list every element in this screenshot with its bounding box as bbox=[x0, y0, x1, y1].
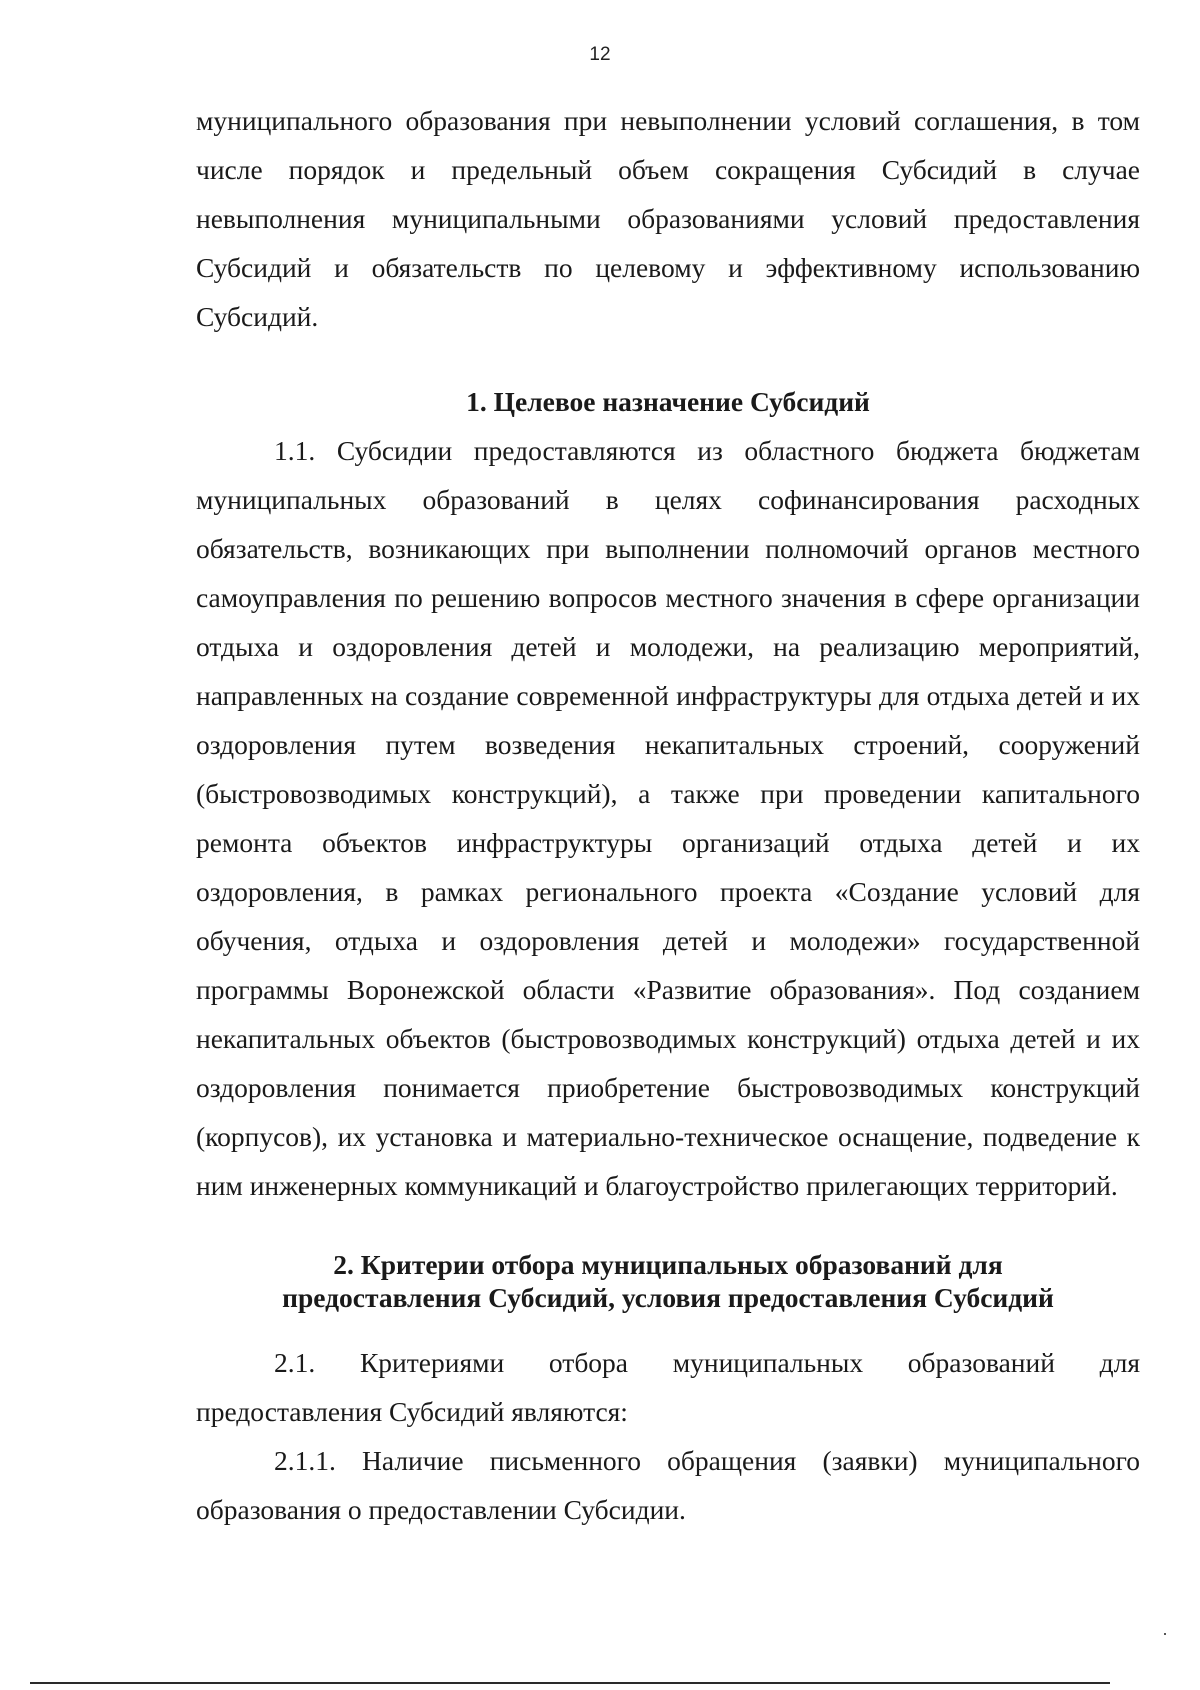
document-body bbox=[196, 96, 1140, 1534]
section-2-heading bbox=[196, 1248, 1140, 1314]
scan-speck bbox=[1164, 1633, 1166, 1635]
paragraph-2-1: 2.1. Критериями отбора муниципальных образований для предоставления Субсидий являются: bbox=[196, 1347, 1140, 1427]
section-2-heading-line-1: 2. Критерии отбора муниципальных образований для bbox=[333, 1249, 1003, 1280]
paragraph-intro-continuation: муниципального образования при невыполнении условий соглашения, в том числе порядок и предельный объем сокращения Субсидий в случае невыполнения муниципальными образованиями условий предоставления Субсидий и обязательств по целевому и эффективному использованию Субсидий. bbox=[196, 105, 1140, 332]
page-bottom-edge bbox=[30, 1682, 1110, 1684]
paragraph-1-1: 1.1. Субсидии предоставляются из областного бюджета бюджетам муниципальных образований в целях софинансирования расходных обязательств, возникающих при выполнении полномочий органов местного самоуправления по решению вопросов местного значения в сфере организации отдыха и оздоровления детей и молодежи, на реализацию мероприятий, направленных на создание современной инфраструктуры для отдыха детей и их оздоровления путем возведения некапитальных строений, сооружений (быстровозводимых конструкций), а также при проведении капитального ремонта объектов инфраструктуры организаций отдыха детей и их оздоровления, в рамках регионального проекта «Создание условий для обучения, отдыха и оздоровления детей и молодежи» государственной программы Воронежской области «Развитие образования». Под созданием некапитальных объектов (быстровозводимых конструкций) отдыха детей и их оздоровления понимается приобретение быстровозводимых конструкций (корпусов), их установка и материально-техническое оснащение, подведение к ним инженерных коммуникаций и благоустройство прилегающих территорий. bbox=[196, 435, 1140, 1201]
section-2-heading-line-2: предоставления Субсидий, условия предоставления Субсидий bbox=[282, 1282, 1054, 1313]
paragraph-2-1-1: 2.1.1. Наличие письменного обращения (заявки) муниципального образования о предоставлении Субсидии. bbox=[196, 1445, 1140, 1525]
page-number: 12 bbox=[589, 44, 611, 65]
section-1-heading: 1. Целевое назначение Субсидий bbox=[466, 386, 870, 417]
